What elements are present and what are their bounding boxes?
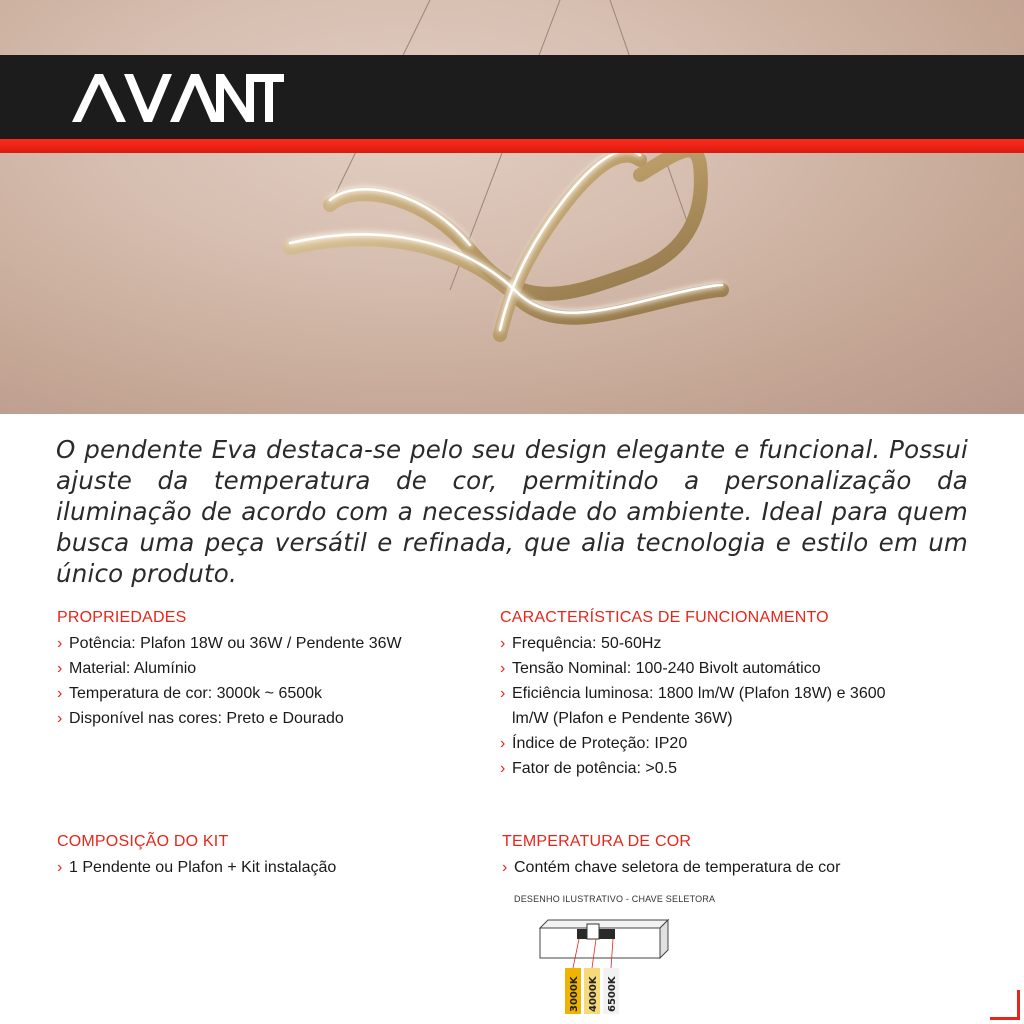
brand-accent-stripe: [0, 139, 1024, 153]
temp-option-6500: 6500K: [607, 976, 618, 1012]
properties-list: [57, 631, 477, 731]
kit-title: COMPOSIÇÃO DO KIT: [57, 833, 229, 850]
list-item: › Fator de potência: >0.5: [500, 756, 920, 781]
list-item: › Índice de Proteção: IP20: [500, 731, 920, 756]
operation-section: [500, 609, 920, 781]
temp-option-3000: 3000K: [569, 976, 580, 1012]
switch-diagram-caption: DESENHO ILUSTRATIVO - CHAVE SELETORA: [514, 894, 716, 904]
properties-section: [57, 609, 477, 731]
temp-option-4000: 4000K: [588, 976, 599, 1012]
list-item: › Frequência: 50-60Hz: [500, 631, 920, 656]
list-item: › 1 Pendente ou Plafon + Kit instalação: [57, 855, 477, 880]
list-item: › Eficiência luminosa: 1800 lm/W (Plafon 18W) e 3600 lm/W (Plafon e Pendente 36W): [500, 681, 920, 731]
list-item: › Contém chave seletora de temperatura de cor: [502, 855, 922, 880]
corner-accent: [990, 990, 1020, 1020]
list-item: › Potência: Plafon 18W ou 36W / Pendente 36W: [57, 631, 477, 656]
properties-title: PROPRIEDADES: [57, 609, 187, 626]
operation-title: CARACTERÍSTICAS DE FUNCIONAMENTO: [500, 609, 829, 626]
kit-list: [57, 855, 477, 880]
color-temp-section: [502, 833, 922, 880]
list-item: › Disponível nas cores: Preto e Dourado: [57, 706, 477, 731]
kit-section: [57, 833, 477, 880]
selector-switch-diagram: [535, 908, 675, 1018]
avant-logo: [70, 72, 284, 124]
operation-list: [500, 631, 920, 781]
color-temp-list: [502, 855, 922, 880]
color-temp-title: TEMPERATURA DE COR: [502, 833, 692, 850]
list-item: › Material: Alumínio: [57, 656, 477, 681]
product-description: O pendente Eva destaca-se pelo seu design elegante e funcional. Possui ajuste da temperatura de cor, permitindo a personalização da iluminação de acordo com a necessidade do ambiente. Ideal para quem busca uma peça versátil e refinada, que alia tecnologia e estilo em um único produto.: [56, 435, 968, 588]
list-item: › Temperatura de cor: 3000k ~ 6500k: [57, 681, 477, 706]
list-item: › Tensão Nominal: 100-240 Bivolt automático: [500, 656, 920, 681]
